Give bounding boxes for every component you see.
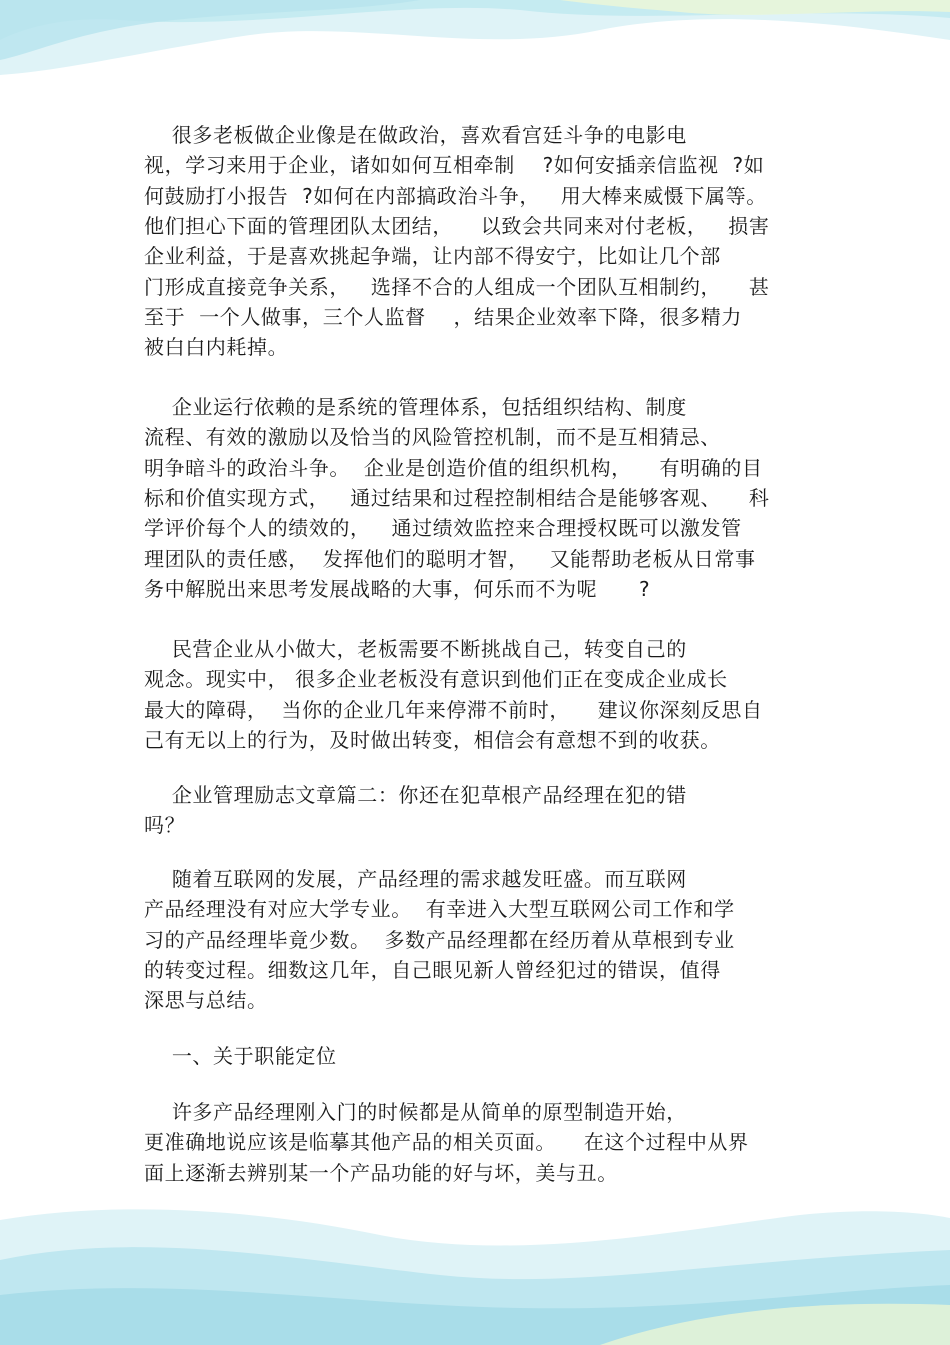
text-line: 企业运行依赖的是系统的管理体系，包括组织结构、制度 — [144, 395, 687, 419]
text-line: 产品经理没有对应大学专业。 有幸进入大型互联网公司工作和学 — [144, 897, 735, 922]
text-line: 理团队的责任感， 发挥他们的聪明才智， 又能帮助老板从日常事 — [144, 546, 756, 571]
text-line: 门形成直接竞争关系， 选择不合的人组成一个团队互相制约， 甚 — [144, 274, 770, 299]
text-line: 企业利益，于是喜欢挑起争端，让内部不得安宁，比如让几个部 — [144, 244, 721, 269]
text-line: 深思与总结。 — [144, 988, 268, 1013]
text-line: 被白白内耗掉。 — [144, 335, 289, 360]
text-line: 己有无以上的行为，及时做出转变，相信会有意想不到的收获。 — [144, 727, 721, 752]
text-line: 吗？ — [144, 813, 186, 838]
text-line: 标和价值实现方式， 通过结果和过程控制相结合是能够客观、 科 — [144, 485, 770, 510]
text-line: 观念。现实中， 很多企业老板没有意识到他们正在变成企业成长 — [144, 667, 728, 692]
text-line: 何鼓励打小报告 ?如何在内部搞政治斗争， 用大棒来威慑下属等。 — [144, 183, 767, 208]
text-line: 流程、有效的激励以及恰当的风险管控机制，而不是互相猜忌、 — [144, 425, 721, 450]
text-line: 最大的障碍， 当你的企业几年来停滞不前时， 建议你深刻反思自 — [144, 697, 763, 722]
text-line: 务中解脱出来思考发展战略的大事，何乐而不为呢 ? — [144, 576, 651, 601]
text-line: 他们担心下面的管理团队太团结， 以致会共同来对付老板， 损害 — [144, 213, 770, 238]
text-line: 视，学习来用于企业，诸如如何互相牵制 ?如何安插亲信监视 ?如 — [144, 153, 765, 178]
text-line: 明争暗斗的政治斗争。 企业是创造价值的组织机构， 有明确的目 — [144, 455, 763, 480]
text-line: 学评价每个人的绩效的， 通过绩效监控来合理授权既可以激发管 — [144, 516, 742, 541]
text-line: 至于 一个人做事，三个人监督 ，结果企业效率下降，很多精力 — [144, 304, 742, 329]
text-line: 习的产品经理毕竟少数。 多数产品经理都在经历着从草根到专业 — [144, 927, 735, 952]
text-line: 的转变过程。细数这几年，自己眼见新人曾经犯过的错误，值得 — [144, 957, 721, 982]
text-line: 更准确地说应该是临摹其他产品的相关页面。 在这个过程中从界 — [144, 1130, 749, 1155]
text-line: 许多产品经理刚入门的时候都是从简单的原型制造开始， — [144, 1100, 687, 1124]
text-line: 企业管理励志文章篇二：你还在犯草根产品经理在犯的错 — [144, 783, 687, 807]
text-line: 民营企业从小做大，老板需要不断挑战自己，转变自己的 — [144, 637, 687, 661]
text-line: 很多老板做企业像是在做政治，喜欢看宫廷斗争的电影电 — [144, 123, 687, 147]
text-line: 一、关于职能定位 — [144, 1044, 337, 1068]
text-line: 随着互联网的发展，产品经理的需求越发旺盛。而互联网 — [144, 867, 687, 891]
text-line: 面上逐渐去辨别某一个产品功能的好与坏，美与丑。 — [144, 1160, 618, 1185]
